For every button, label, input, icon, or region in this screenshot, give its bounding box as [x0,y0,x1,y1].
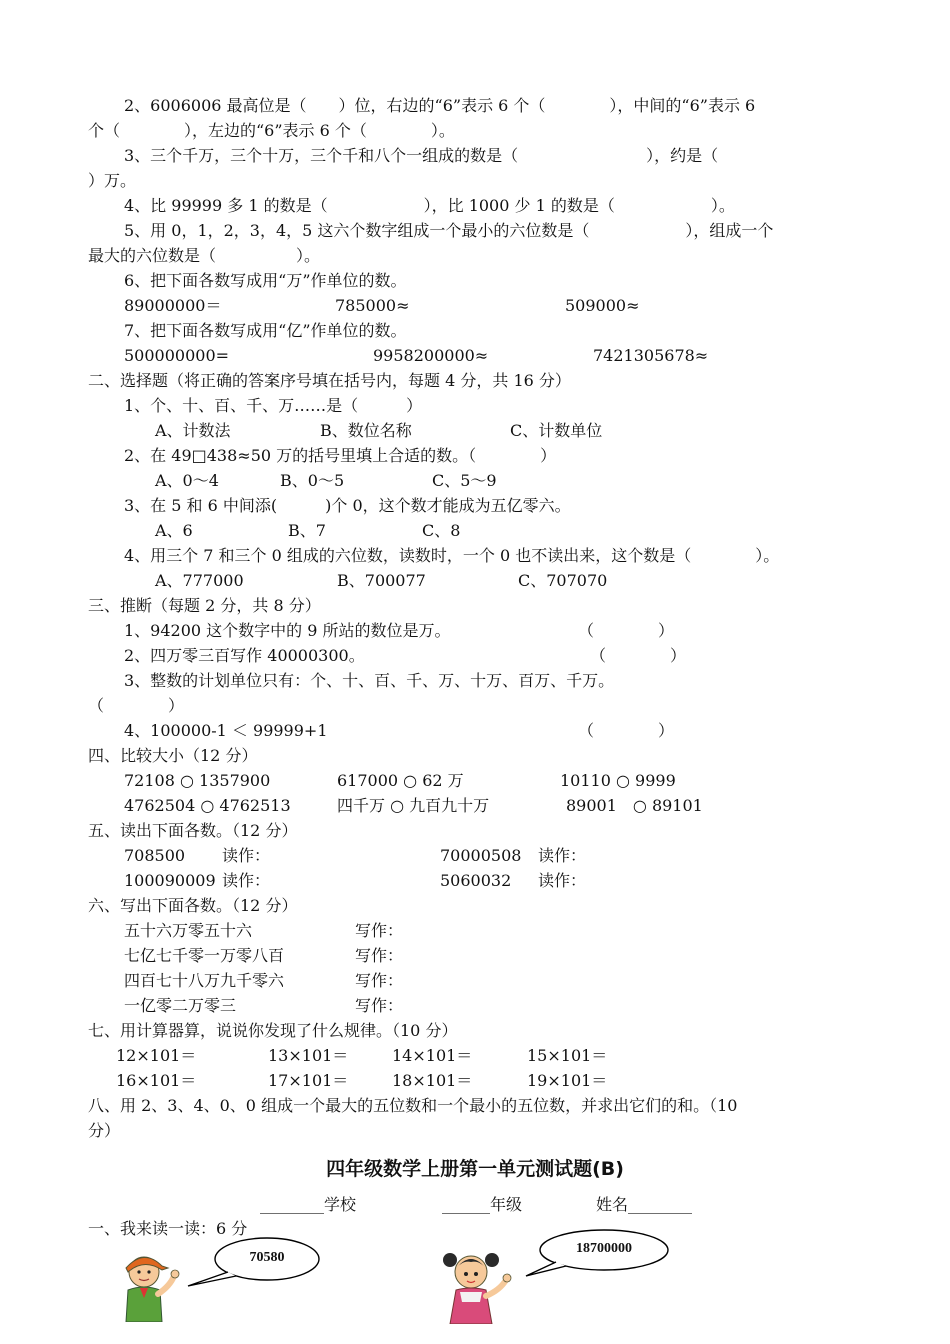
speech-bubble-right [516,1226,676,1286]
girl-illustration [440,1244,522,1324]
write-item-3: 四百七十八万九千零六 [124,971,285,990]
fill-q6-item-1: 89000000＝ [124,296,222,315]
read-label-4: 读作： [538,871,587,890]
write-label-1: 写作： [355,921,404,940]
fill-q7: 7、把下面各数写成用“亿”作单位的数。 [124,321,407,340]
choice-q4: 4、用三个 7 和三个 0 组成的六位数，读数时，一个 0 也不读出来，这个数是（ ）。 [124,546,780,565]
section-6-heading: 六、写出下面各数。（12 分） [88,896,298,915]
choice-q4-option-c: C、707070 [518,571,608,590]
name-field: 姓名________ [596,1195,693,1214]
judge-q4-answer: （ ） [578,721,675,740]
choice-q4-option-a: A、777000 [155,571,244,590]
bubble-left-number: 70580 [249,1250,285,1265]
section-7-heading: 七、用计算器算，说说你发现了什么规律。（10 分） [88,1021,458,1040]
judge-q2-answer: （ ） [590,646,687,665]
judge-q2: 2、四万零三百写作 40000300。 [124,646,365,665]
calc-5: 16×101＝ [116,1071,197,1090]
choice-q1-option-b: B、数位名称 [320,421,412,440]
fill-q6: 6、把下面各数写成用“万”作单位的数。 [124,271,407,290]
fill-q6-item-3: 509000≈ [565,296,640,315]
read-label-3: 读作： [222,871,271,890]
choice-q2-option-c: C、5～9 [432,471,497,490]
write-label-3: 写作： [355,971,404,990]
judge-q1-answer: （ ） [578,621,675,640]
compare-6: 89001 ○ 89101 [566,796,703,815]
fill-q6-item-2: 785000≈ [335,296,410,315]
grade-field: ______年级 [442,1195,523,1214]
compare-3: 10110 ○ 9999 [560,771,676,790]
compare-5: 四千万 ○ 九百九十万 [337,796,490,815]
calc-2: 13×101＝ [268,1046,349,1065]
choice-q2-option-b: B、0～5 [280,471,345,490]
choice-q3: 3、在 5 和 6 中间添( )个 0，这个数才能成为五亿零六。 [124,496,571,515]
read-num-2: 70000508 [440,846,522,865]
write-item-1: 五十六万零五十六 [124,921,253,940]
judge-q1: 1、94200 这个数字中的 9 所站的数位是万。 [124,621,451,640]
calc-7: 18×101＝ [392,1071,473,1090]
choice-q2-option-a: A、0～4 [155,471,219,490]
read-num-3: 100090009 [124,871,216,890]
choice-q3-option-a: A、6 [155,521,193,540]
read-label-2: 读作： [538,846,587,865]
choice-q1: 1、个、十、百、千、万……是（ ） [124,396,423,415]
fill-q7-item-1: 500000000= [124,346,230,365]
choice-q1-option-a: A、计数法 [155,421,231,440]
read-num-1: 708500 [124,846,186,865]
judge-q3: 3、整数的计划单位只有：个、十、百、千、万、十万、百万、千万。 [124,671,615,690]
boy-illustration [114,1242,194,1322]
calc-6: 17×101＝ [268,1071,349,1090]
write-item-4: 一亿零二万零三 [124,996,237,1015]
compare-1: 72108 ○ 1357900 [124,771,271,790]
fill-q5-line1: 5、用 0，1，2，3，4，5 这六个数字组成一个最小的六位数是（ ），组成一个 [124,221,774,240]
fill-q5-line2: 最大的六位数是（ ）。 [88,246,321,265]
section-5-heading: 五、读出下面各数。（12 分） [88,821,298,840]
write-label-4: 写作： [355,996,404,1015]
section-8-line1: 八、用 2、3、4、0、0 组成一个最大的五位数和一个最小的五位数，并求出它们的和。（10 [88,1096,738,1115]
fill-q4: 4、比 99999 多 1 的数是（ ），比 1000 少 1 的数是（ ）。 [124,196,735,215]
judge-q4: 4、100000-1 ＜ 99999+1 [124,721,328,740]
section-2-heading: 二、选择题（将正确的答案序号填在括号内，每题 4 分，共 16 分） [88,371,571,390]
write-item-2: 七亿七千零一万零八百 [124,946,285,965]
choice-q3-option-b: B、7 [288,521,326,540]
choice-q1-option-c: C、计数单位 [510,421,603,440]
fill-q3-line2: ）万。 [88,171,137,190]
test-title: 四年级数学上册第一单元测试题(B) [326,1158,624,1180]
calc-3: 14×101＝ [392,1046,473,1065]
calc-1: 12×101＝ [116,1046,197,1065]
fill-q2-line2: 个（ ），左边的“6”表示 6 个（ ）。 [88,121,455,140]
compare-2: 617000 ○ 62 万 [337,771,464,790]
choice-q2: 2、在 49□438≈50 万的括号里填上合适的数。（ ） [124,446,557,465]
fill-q7-item-2: 9958200000≈ [373,346,489,365]
fill-q3-line1: 3、三个千万，三个十万，三个千和八个一组成的数是（ ），约是（ [124,146,719,165]
section-4-heading: 四、比较大小（12 分） [88,746,258,765]
write-label-2: 写作： [355,946,404,965]
section-8-line2: 分） [88,1121,121,1140]
school-field: ________学校 [260,1195,357,1214]
section-3-heading: 三、推断（每题 2 分，共 8 分） [88,596,321,615]
speech-bubble-left [184,1234,324,1294]
fill-q7-item-3: 7421305678≈ [593,346,709,365]
bubble-right-number: 18700000 [576,1241,632,1256]
calc-8: 19×101＝ [527,1071,608,1090]
judge-q3-answer: （ ） [88,696,185,715]
compare-4: 4762504 ○ 4762513 [124,796,291,815]
read-num-4: 5060032 [440,871,512,890]
choice-q4-option-b: B、700077 [337,571,426,590]
read-label-1: 读作： [222,846,271,865]
fill-q2-line1: 2、6006006 最高位是（ ）位，右边的“6”表示 6 个（ ），中间的“6”表示 6 [124,96,756,115]
calc-4: 15×101＝ [527,1046,608,1065]
part-1-heading: 一、我来读一读：6 分 [88,1219,248,1238]
choice-q3-option-c: C、8 [422,521,461,540]
